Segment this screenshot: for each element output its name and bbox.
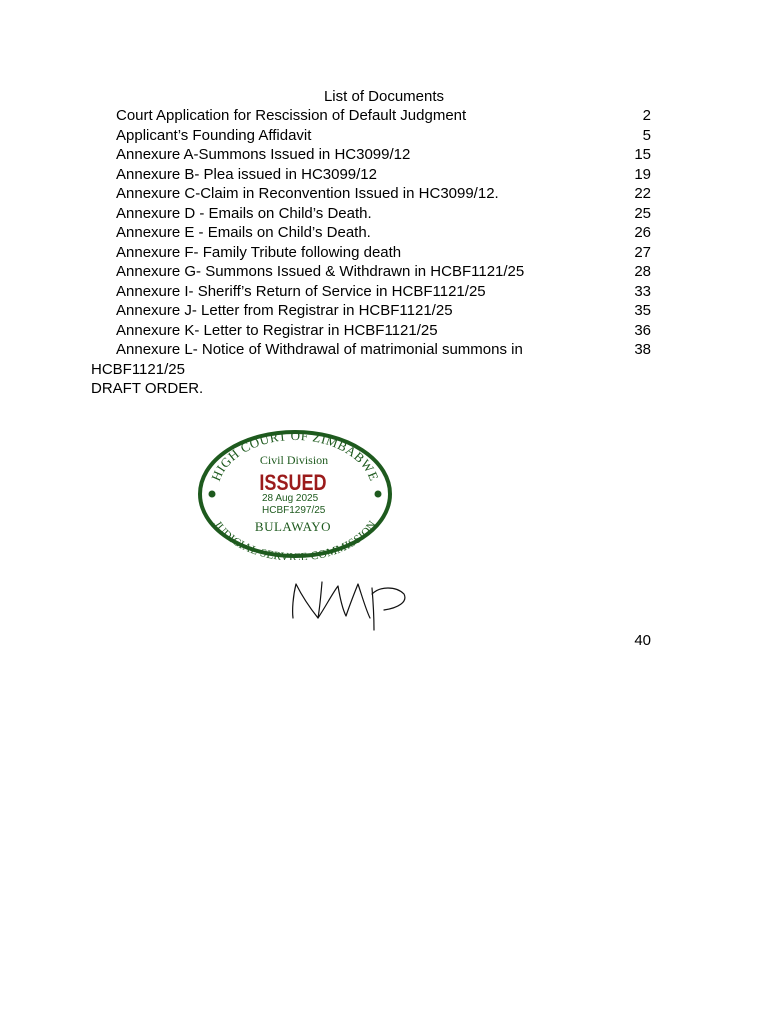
stamp-dot-right <box>375 491 382 498</box>
stamp-case-number: HCBF1297/25 <box>262 505 326 516</box>
list-item-label: Annexure E - Emails on Child’s Death. <box>116 224 371 241</box>
list-item-label: Annexure L- Notice of Withdrawal of matrimonial summons in <box>116 341 523 358</box>
list-item-label: Annexure A-Summons Issued in HC3099/12 <box>116 146 411 163</box>
list-item-label: Annexure C-Claim in Reconvention Issued in HC3099/12. <box>116 185 499 202</box>
draft-order-label: DRAFT ORDER. <box>91 380 204 397</box>
page-title: List of Documents <box>323 88 445 105</box>
list-item <box>91 165 651 185</box>
list-item <box>91 301 651 321</box>
list-item <box>91 282 651 302</box>
list-item-label: Annexure F- Family Tribute following death <box>116 243 402 261</box>
stamp-bottom-arc: JUDICIAL SERVICE COMMISSION <box>211 518 380 560</box>
stamp-top-arc: HIGH COURT OF ZIMBABWE <box>208 428 382 484</box>
list-item-label: Applicant’s Founding Affidavit <box>116 126 312 144</box>
list-item-label: Court Application for Rescission of Default Judgment <box>116 107 467 124</box>
list-item <box>91 204 651 224</box>
list-item-page: 19 <box>634 165 651 183</box>
list-item-page: 15 <box>634 146 651 163</box>
page-number: 40 <box>634 632 651 649</box>
list-item-page: 35 <box>634 302 651 319</box>
list-item <box>91 145 651 165</box>
list-item <box>91 321 651 341</box>
list-item-page: 22 <box>634 185 651 202</box>
list-item-page: 26 <box>634 224 651 241</box>
court-stamp <box>196 428 394 560</box>
list-item <box>91 106 651 126</box>
list-item-page: 2 <box>642 107 651 124</box>
list-item-page: 38 <box>634 341 651 358</box>
list-item-label: Annexure D - Emails on Child’s Death. <box>116 204 372 222</box>
stamp-status: ISSUED <box>259 471 327 496</box>
list-item-page: 25 <box>634 204 651 222</box>
list-item-page: 5 <box>642 126 651 144</box>
list-item-label: Annexure I- Sheriff’s Return of Service in HCBF1121/25 <box>116 282 486 300</box>
list-item-page: 36 <box>634 321 651 339</box>
list-item-page: 28 <box>634 263 651 280</box>
list-item-label: Annexure K- Letter to Registrar in HCBF1121/25 <box>116 321 438 339</box>
list-item <box>91 340 651 360</box>
list-item <box>91 243 651 263</box>
stamp-dot-left <box>209 491 216 498</box>
list-item-label: Annexure J- Letter from Registrar in HCBF1121/25 <box>116 302 453 319</box>
list-item-continuation: HCBF1121/25 <box>91 360 185 378</box>
list-item <box>91 184 651 204</box>
stamp-city: BULAWAYO <box>254 519 332 534</box>
list-item-label: Annexure G- Summons Issued & Withdrawn in HCBF1121/25 <box>116 263 525 280</box>
list-item <box>91 223 651 243</box>
list-item <box>91 126 651 146</box>
stamp-division: Civil Division <box>259 453 329 467</box>
document-list <box>91 106 651 399</box>
list-item <box>91 262 651 282</box>
list-item-page: 27 <box>634 243 651 261</box>
list-item-page: 33 <box>634 282 651 300</box>
list-item-label: Annexure B- Plea issued in HC3099/12 <box>116 165 377 183</box>
stamp-date: 28 Aug 2025 <box>262 493 319 504</box>
signature <box>288 576 412 636</box>
